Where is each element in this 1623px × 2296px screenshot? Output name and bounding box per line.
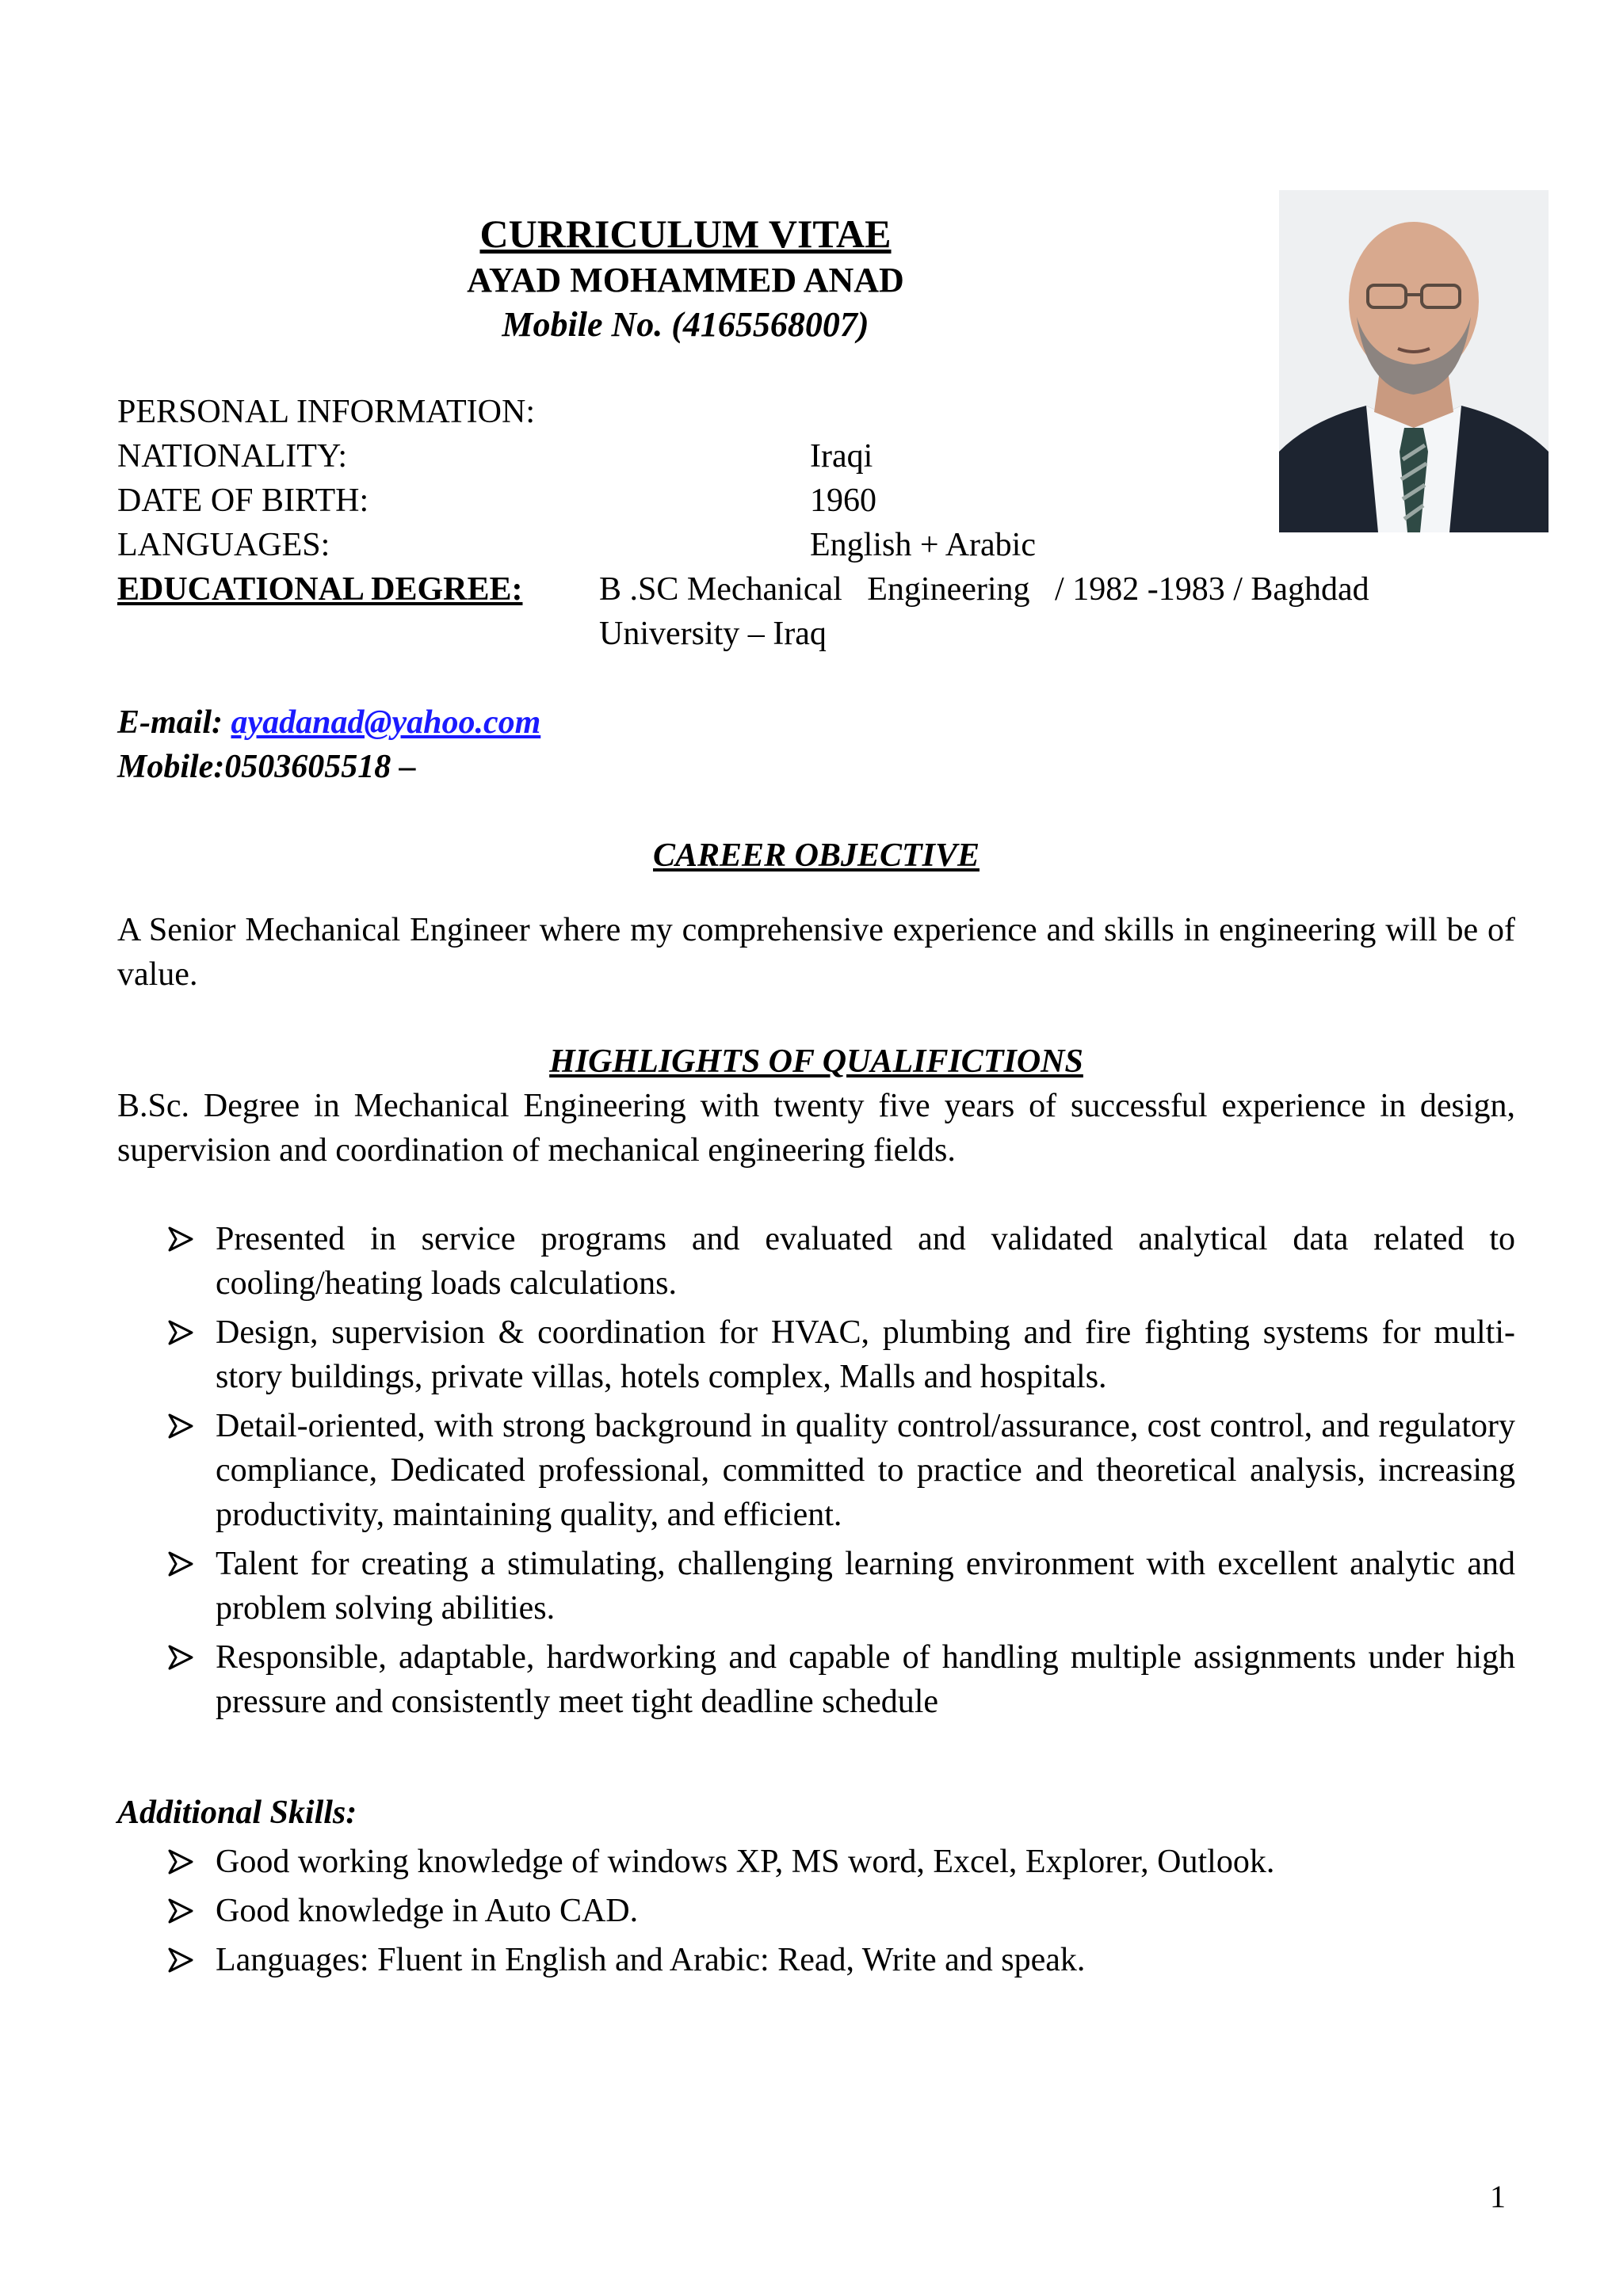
list-item [117,1404,1515,1537]
date-of-birth-value: 1960 [810,482,876,519]
list-item-text: Presented in service programs and evaluated and validated analytical data related to cooling/heating loads calculations. [216,1221,1515,1302]
list-item [117,1217,1515,1306]
additional-skills-heading: Additional Skills: [117,1794,357,1831]
email-row [117,700,540,745]
education-value-line1: B .SC Mechanical Engineering / 1982 -1983 / Baghdad [599,571,1369,608]
nationality-value: Iraqi [810,438,873,475]
highlights-heading: HIGHLIGHTS OF QUALIFICTIONS [549,1043,1083,1080]
document-title: CURRICULUM VITAE [479,212,892,256]
skills-list [117,1840,1515,1982]
list-item-text: Languages: Fluent in English and Arabic: Read, Write and speak. [216,1942,1086,1978]
arrow-bullet-icon [168,1404,200,1448]
arrow-bullet-icon [168,1889,200,1933]
career-objective-heading: CAREER OBJECTIVE [653,837,980,874]
languages-value: English + Arabic [810,527,1036,563]
email-label: E-mail: [117,704,231,741]
portrait-photo [1279,190,1549,532]
personal-info-heading: PERSONAL INFORMATION: [117,394,535,430]
nationality-label: NATIONALITY: [117,438,348,475]
arrow-bullet-icon [168,1635,200,1680]
list-item [117,1840,1515,1884]
list-item [117,1542,1515,1630]
list-item [117,1889,1515,1933]
career-objective-text: A Senior Mechanical Engineer where my comprehensive experience and skills in engineering will be of value. [117,912,1515,993]
list-item-text: Detail-oriented, with strong background in quality control/assurance, cost control, and regulatory compliance, Dedicated professional, committed to practice and theoretical analysis, increasing productivity, maintaining quality, and efficient. [216,1408,1515,1533]
highlights-intro: B.Sc. Degree in Mechanical Engineering with twenty five years of successful experience in design, supervision and coordination of mechanical engineering fields. [117,1088,1515,1169]
date-of-birth-label: DATE OF BIRTH: [117,482,369,519]
contact-mobile: Mobile:0503605518 – [117,749,416,785]
list-item-text: Talent for creating a stimulating, challenging learning environment with excellent analytic and problem solving abilities. [216,1546,1515,1627]
arrow-bullet-icon [168,1840,200,1884]
arrow-bullet-icon [168,1938,200,1982]
page-number: 1 [1490,2179,1506,2214]
list-item-text: Responsible, adaptable, hardworking and capable of handling multiple assignments under high pressure and consistently meet tight deadline schedule [216,1639,1515,1720]
person-name: AYAD MOHAMMED ANAD [467,261,904,299]
languages-label: LANGUAGES: [117,527,330,563]
list-item [117,1938,1515,1982]
list-item-text: Design, supervision & coordination for HVAC, plumbing and fire fighting systems for multi-story buildings, private villas, hotels complex, Malls and hospitals. [216,1314,1515,1395]
arrow-bullet-icon [168,1310,200,1355]
highlights-list [117,1217,1515,1724]
list-item-text: Good working knowledge of windows XP, MS word, Excel, Explorer, Outlook. [216,1844,1275,1880]
email-link[interactable]: ayadanad@yahoo.com [231,704,541,741]
education-value-line2: University – Iraq [599,616,827,652]
arrow-bullet-icon [168,1542,200,1586]
header-mobile: Mobile No. (4165568007) [502,305,869,344]
arrow-bullet-icon [168,1217,200,1261]
list-item [117,1635,1515,1724]
list-item-text: Good knowledge in Auto CAD. [216,1893,639,1929]
education-label: EDUCATIONAL DEGREE: [117,571,523,608]
list-item [117,1310,1515,1399]
